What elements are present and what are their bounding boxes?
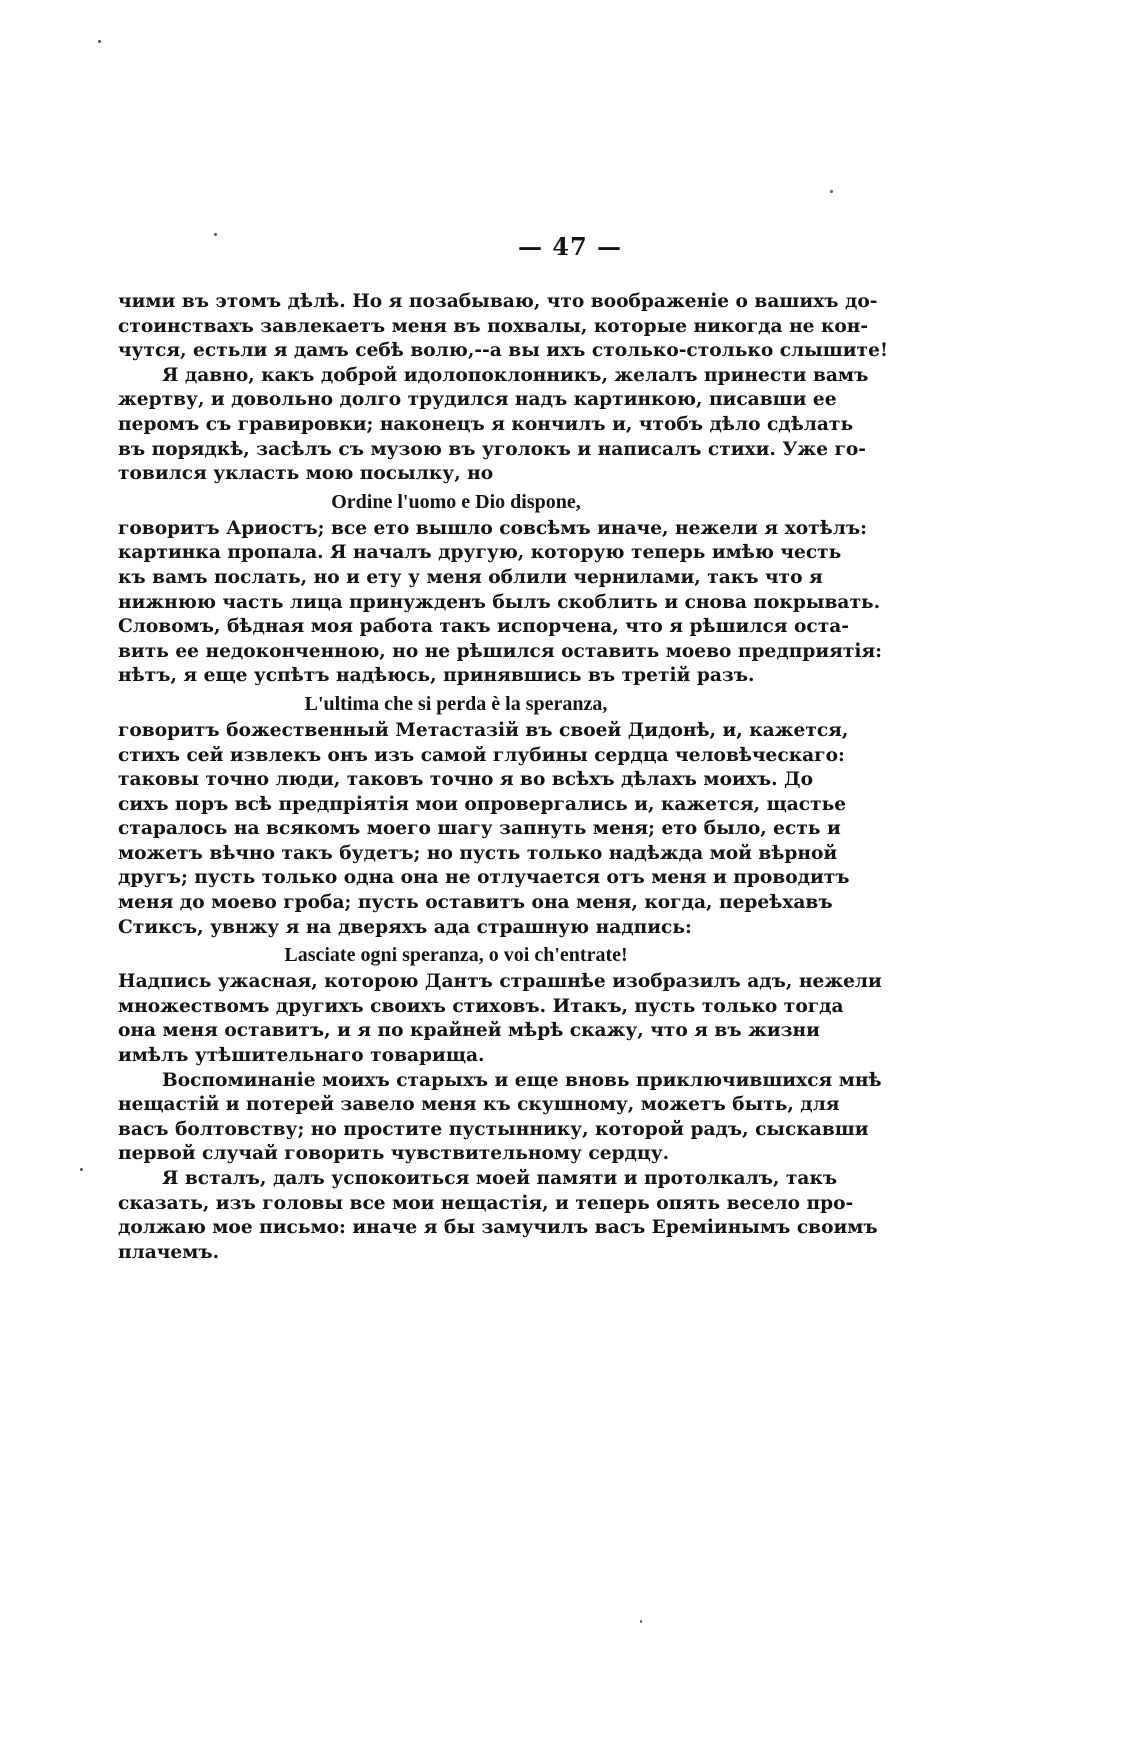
- text-line: множествомъ другихъ своихъ стиховъ. Итакъ, пусть только тогда: [118, 995, 844, 1017]
- text-line: можетъ вѣчно такъ будетъ; но пусть только надѣжда мой вѣрной: [118, 842, 838, 864]
- text-line: меня до моево гроба; пусть оставитъ она меня, когда, переѣхавъ: [118, 892, 833, 914]
- text-line: васъ болтовству; но простите пустыннику, которой радъ, сыскавши: [118, 1118, 869, 1140]
- scan-speck: [640, 1620, 642, 1623]
- text-line: вить ее недоконченною, но не рѣшился оставить моево предприятiя:: [118, 640, 883, 662]
- text-line: Надпись ужасная, которою Дантъ страшнѣе изобразилъ адъ, нежели: [118, 971, 882, 993]
- text-line: къ вамъ послать, но и ету у меня облили чернилами, такъ что я: [118, 566, 823, 588]
- text-line: Я всталъ, далъ успокоиться моей памяти и протолкалъ, такъ: [162, 1168, 838, 1189]
- body-text: [118, 290, 889, 1265]
- text-line: въ порядкѣ, засѣлъ съ музою въ уголокъ и написалъ стихи. Уже го-: [118, 438, 867, 460]
- text-line: Стиксъ, увнжу я на дверяхъ ада страшную надпись:: [118, 916, 692, 938]
- scan-speck: [80, 1168, 83, 1171]
- text-line: старалось на всякомъ моего шагу запнуть меня; ето было, есть и: [118, 818, 841, 840]
- page-number: — 47 —: [517, 232, 623, 261]
- scan-speck: [98, 40, 101, 43]
- text-line: чими въ этомъ дѣлѣ. Но я позабываю, что воображенiе о вашихъ до-: [118, 291, 878, 312]
- text-line: жертву, и довольно долго трудился надъ картинкою, писавши ее: [118, 389, 837, 411]
- verse-quote: Ordine l'uomo e Dio dispone,: [331, 490, 581, 513]
- text-line: стихъ сей извлекъ онъ изъ самой глубины сердца человѣческаго:: [118, 744, 845, 766]
- text-line: стоинствахъ завлекаетъ меня въ похвалы, которые никогда не кон-: [118, 315, 869, 337]
- text-line: товился укласть мою посылку, но: [118, 463, 494, 485]
- text-line: нижнюю часть лица принужденъ былъ скоблить и снова покрывать.: [118, 591, 881, 613]
- text-line: нещастiй и потерей завело меня къ скушному, можетъ быть, для: [118, 1094, 840, 1116]
- verse-quote: L'ultima che si perda è la speranza,: [304, 692, 608, 715]
- text-line: перомъ съ гравировки; наконецъ я кончилъ и, чтобъ дѣло сдѣлать: [118, 413, 854, 435]
- text-line: другъ; пусть только одна она не отлучается отъ меня и проводитъ: [118, 867, 850, 889]
- text-line: имѣлъ утѣшительнаго товарища.: [118, 1045, 485, 1067]
- text-line: чутся, естьли я дамъ себѣ волю,--а вы ихъ столько-столько слышите!: [118, 340, 889, 362]
- scan-speck: [830, 190, 833, 193]
- text-line: плачемъ.: [118, 1241, 220, 1263]
- text-line: картинка пропала. Я началъ другую, которую теперь имѣю честь: [118, 542, 842, 564]
- verse-quote: Lasciate ogni speranza, o voi ch'entrate!: [284, 944, 628, 967]
- text-line: нѣтъ, я еще успѣтъ надѣюсь, принявшись въ третiй разъ.: [118, 665, 755, 687]
- text-line: Словомъ, бѣдная моя работа такъ испорчена, что я рѣшился оста-: [118, 616, 850, 638]
- text-line: должаю мое письмо: иначе я бы замучилъ васъ Еремiинымъ своимъ: [118, 1217, 878, 1239]
- text-line: Воспоминанiе моихъ старыхъ и еще вновь приключившихся мнѣ: [162, 1069, 882, 1091]
- text-line: говоритъ Ариостъ; все ето вышло совсѣмъ иначе, нежели я хотѣлъ:: [118, 517, 867, 539]
- text-line: сихъ поръ всѣ предпрiятiя мои опровергались и, кажется, щастье: [118, 793, 847, 815]
- text-line: она меня оставитъ, и я по крайней мѣрѣ скажу, что я въ жизни: [118, 1020, 820, 1042]
- text-line: первой случай говорить чувствительному сердцу.: [118, 1143, 670, 1165]
- text-line: таковы точно люди, таковъ точно я во всѣхъ дѣлахъ моихъ. До: [118, 769, 813, 791]
- text-line: говоритъ божественный Метастазiй въ своей Дидонѣ, и, кажется,: [118, 719, 849, 741]
- text-line: сказать, изъ головы все мои нещастiя, и теперь опять весело про-: [118, 1192, 854, 1214]
- text-line: Я давно, какъ доброй идолопоклонникъ, желалъ принести вамъ: [162, 364, 869, 386]
